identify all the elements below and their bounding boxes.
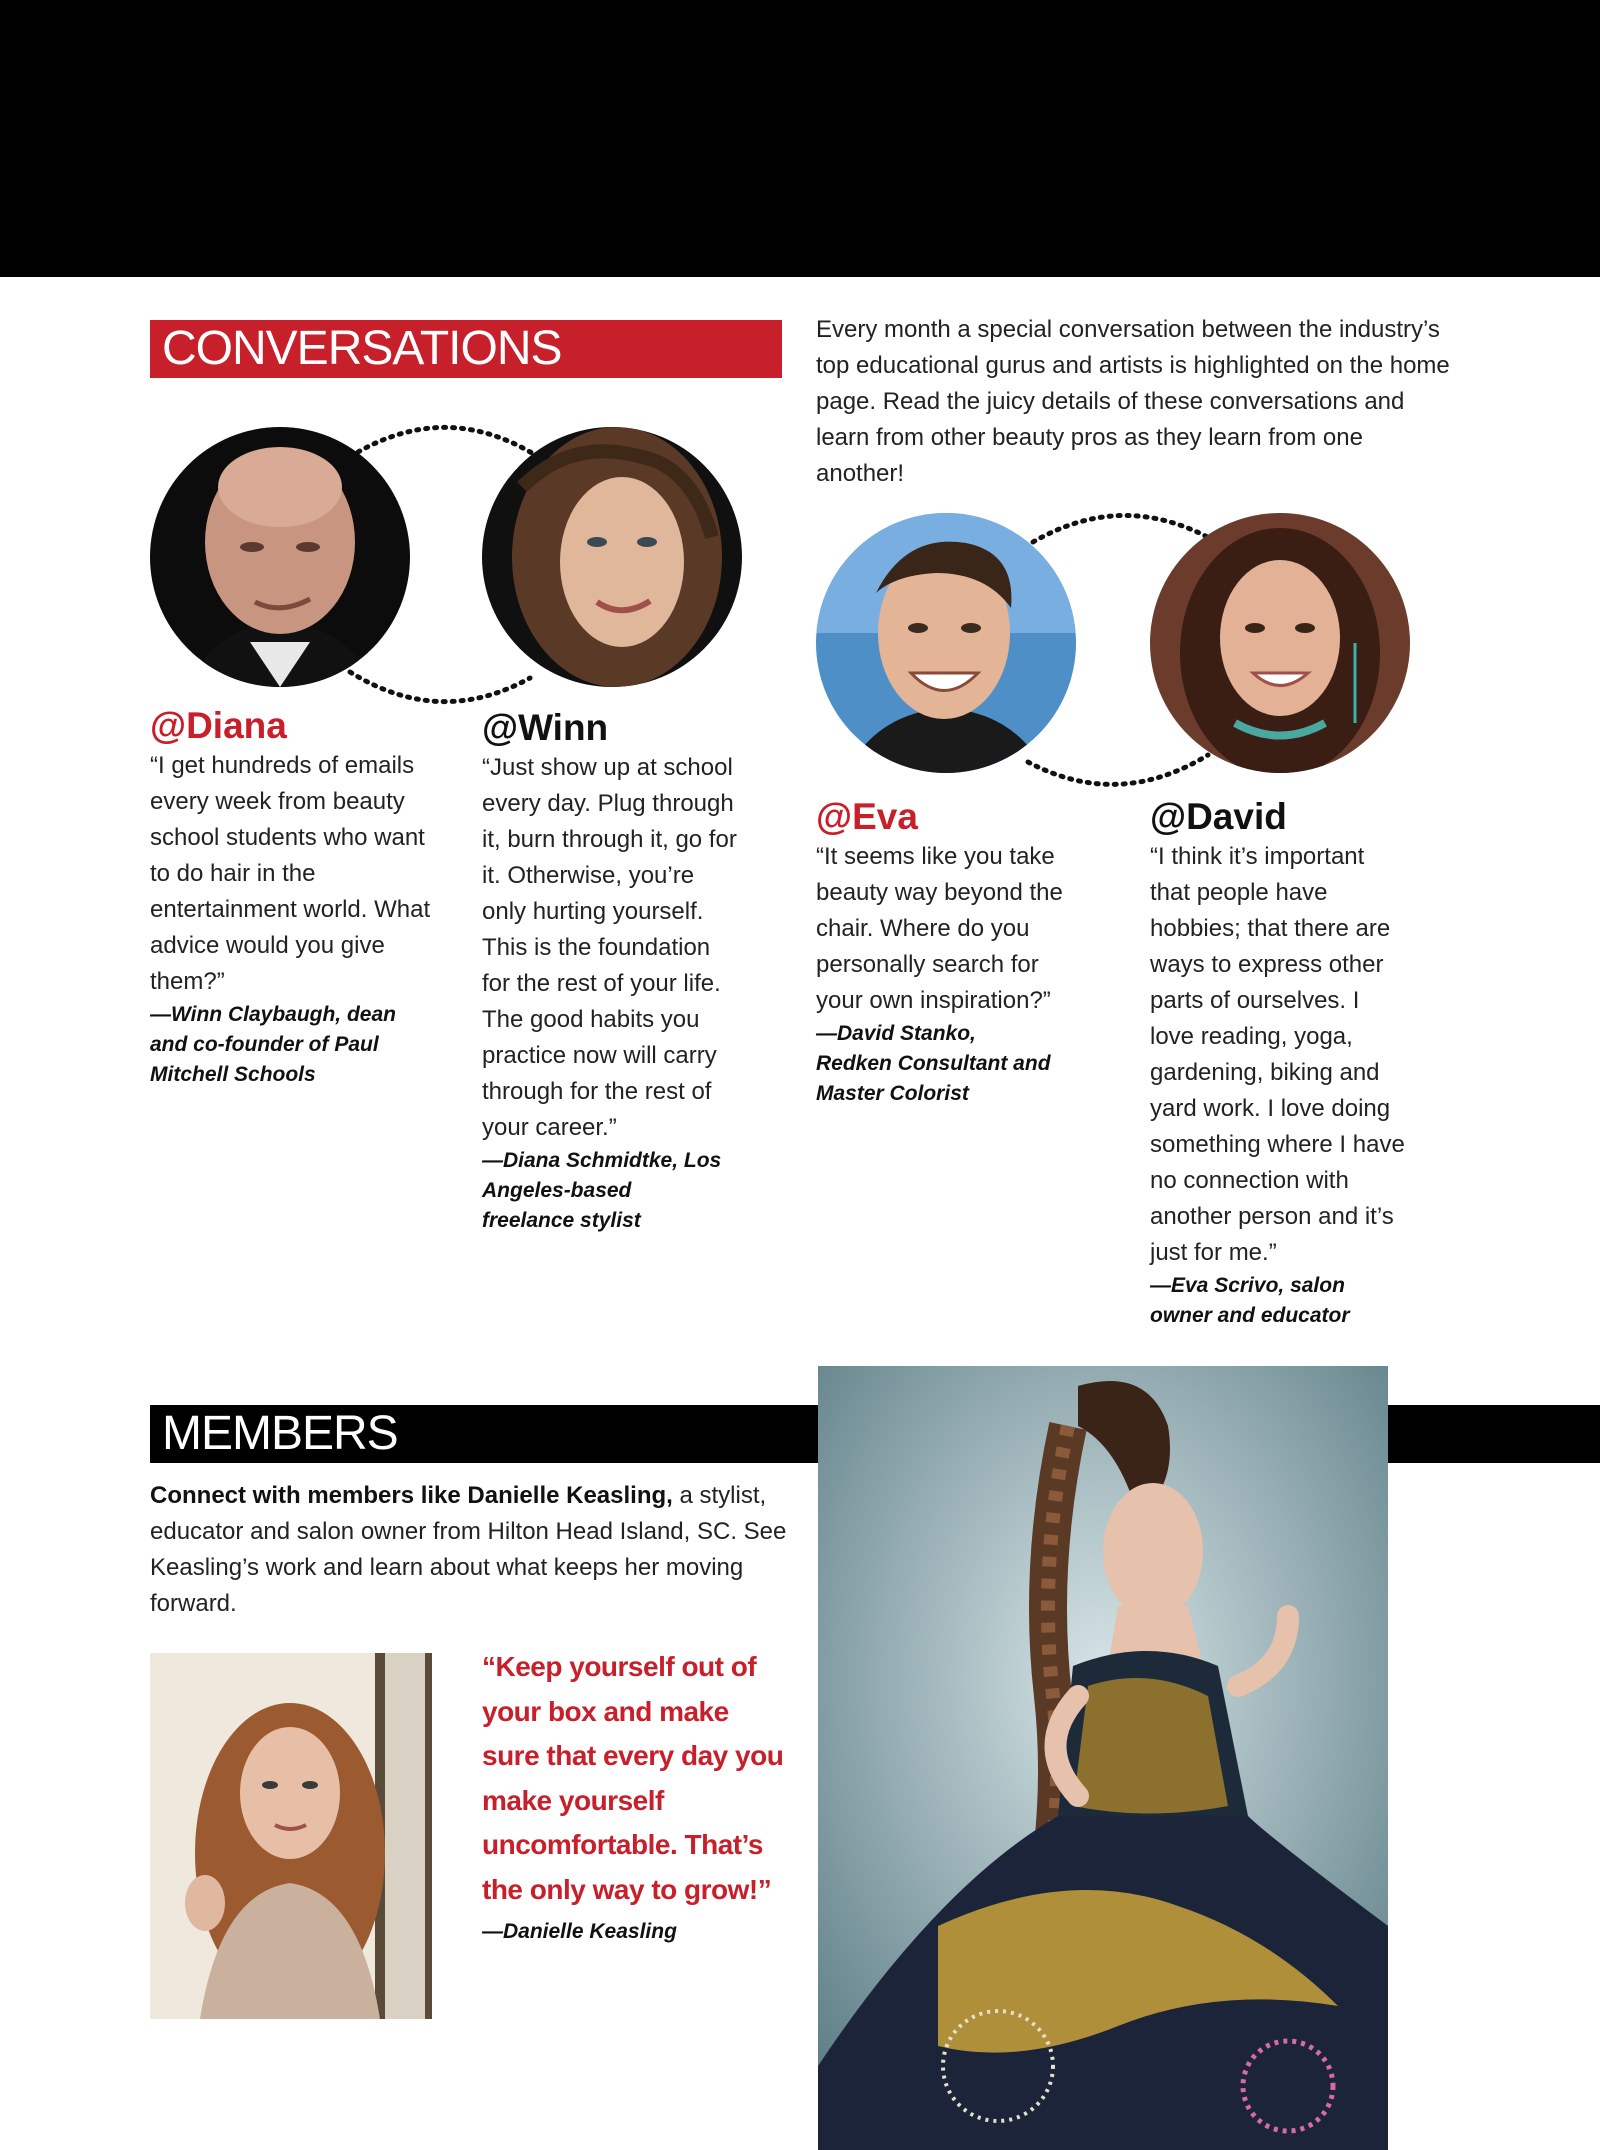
conversation-handle[interactable]: @Winn <box>482 707 609 748</box>
conversation-quote: “I think it’s important that people have hobbies; that there are ways to express other parts of ourselves. I love reading, yoga, gardening, biking and yard work. I love doing something where I have no connection with another person and it’s just for me.” <box>1150 843 1405 1266</box>
conversation-handle[interactable]: @David <box>1150 796 1287 837</box>
conversation-quote: “It seems like you take beauty way beyond the chair. Where do you personally search for your own inspiration?” <box>816 843 1063 1014</box>
members-intro <box>150 1478 790 1622</box>
conversation-card <box>150 704 440 1090</box>
conversation-quote: “Just show up at school every day. Plug through it, burn through it, go for it. Otherwise, you’re only hurting yourself. This is the foundation for the rest of your life. The good habits you practice now will carry through for the rest of your career.” <box>482 754 737 1141</box>
fashion-photo <box>818 1366 1388 2150</box>
avatar-photo <box>816 513 1076 773</box>
conversation-attribution: —Winn Claybaugh, dean and co-founder of Paul Mitchell Schools <box>150 1003 396 1086</box>
members-intro-bold[interactable]: Connect with members like Danielle Keasling, <box>150 1482 673 1509</box>
member-photo <box>150 1653 432 2019</box>
conversations-intro: Every month a special conversation between the industry’s top educational gurus and artists is highlighted on the home page. Read the juicy details of these conversations and learn from other beauty pros as they learn from one another! <box>816 316 1450 487</box>
members-heading: MEMBERS <box>162 1407 398 1460</box>
members-intro-rest: a stylist, educator and salon owner from Hilton Head Island, SC. See Keasling’s work and learn about what keeps her moving forward. <box>150 1482 787 1617</box>
pull-quote: “Keep yourself out of your box and make sure that every day you make yourself uncomfortable. That’s the only way to grow!” <box>482 1651 784 1905</box>
conversation-card <box>816 795 1066 1109</box>
conversation-handle[interactable]: @Eva <box>816 796 918 837</box>
avatar-photo <box>482 427 742 687</box>
conversation-attribution: —Diana Schmidtke, Los Angeles-based freelance stylist <box>482 1149 722 1232</box>
pull-quote-attribution: —Danielle Keasling <box>482 1920 677 1943</box>
avatar-photo <box>150 427 410 687</box>
conversations-heading: CONVERSATIONS <box>150 320 782 378</box>
top-black-band <box>0 0 1600 277</box>
conversation-attribution: —Eva Scrivo, salon owner and educator <box>1150 1274 1350 1327</box>
conversation-attribution: —David Stanko, Redken Consultant and Master Colorist <box>816 1022 1051 1105</box>
conversation-quote: “I get hundreds of emails every week from beauty school students who want to do hair in the entertainment world. What advice would you give them?” <box>150 752 431 995</box>
conversation-card <box>1150 795 1405 1331</box>
conversation-handle[interactable]: @Diana <box>150 705 287 746</box>
avatar-photo <box>1150 513 1410 773</box>
conversation-card <box>482 706 742 1236</box>
